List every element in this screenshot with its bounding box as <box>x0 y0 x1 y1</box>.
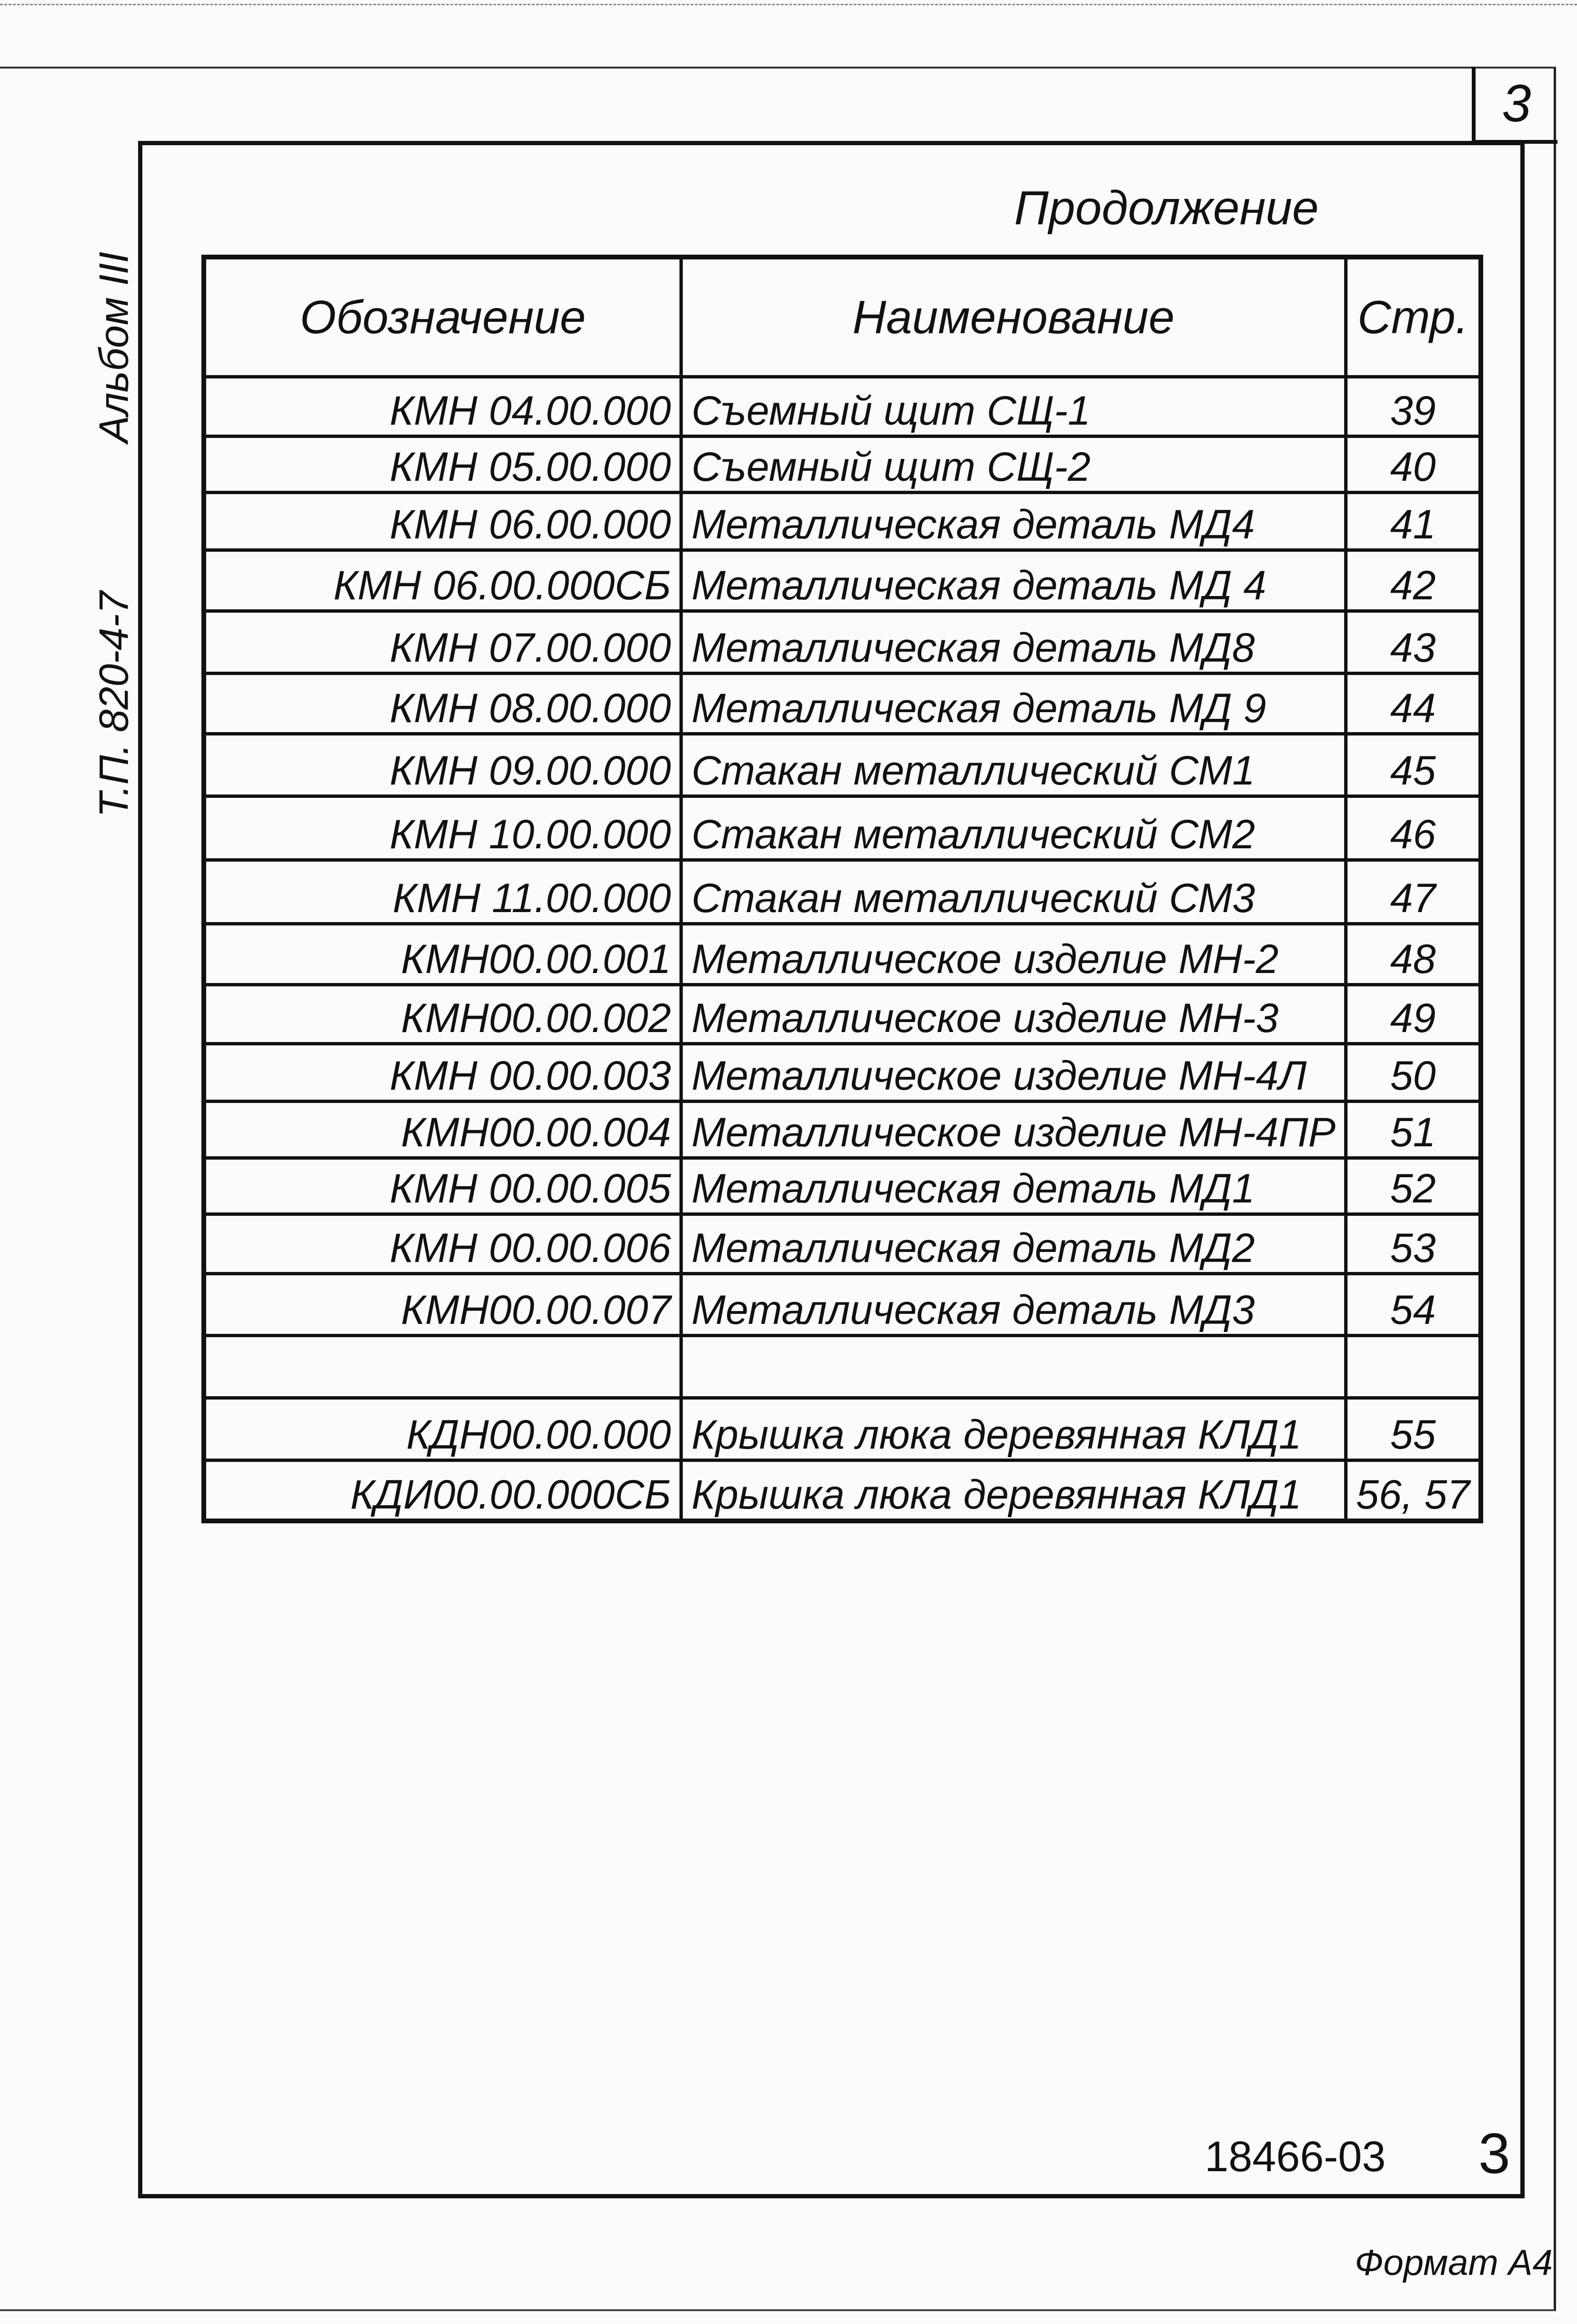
page-cell: 47 <box>1346 860 1481 924</box>
table-row <box>204 924 1481 985</box>
table-row <box>204 1398 1481 1460</box>
name-cell: Металлическая деталь МД8 <box>681 611 1346 674</box>
name-cell: Металлическая деталь МД1 <box>681 1158 1346 1214</box>
name-cell: Крышка люка деревянная КЛД1 <box>681 1398 1346 1460</box>
table-row <box>204 1102 1481 1158</box>
page-number: 3 <box>1502 74 1531 133</box>
designation-cell: КМН 00.00.006 <box>204 1214 681 1274</box>
page-cell: 42 <box>1346 550 1481 611</box>
table-header-row <box>204 257 1481 377</box>
designation-cell: КМН 06.00.000 <box>204 493 681 550</box>
designation-cell: КМН 00.00.005 <box>204 1158 681 1214</box>
name-cell: Металлическая деталь МД2 <box>681 1214 1346 1274</box>
designation-cell: КМН 06.00.000СБ <box>204 550 681 611</box>
name-cell: Металлическое изделие МН-2 <box>681 924 1346 985</box>
page-cell: 55 <box>1346 1398 1481 1460</box>
designation-cell: КМН 11.00.000 <box>204 860 681 924</box>
name-cell: Металлическая деталь МД4 <box>681 493 1346 550</box>
name-cell: Съемный щит СЩ-1 <box>681 377 1346 437</box>
name-cell: Съемный щит СЩ-2 <box>681 437 1346 493</box>
page-cell: 50 <box>1346 1044 1481 1102</box>
name-cell: Металлическая деталь МД 9 <box>681 674 1346 734</box>
name-cell: Металлическое изделие МН-3 <box>681 985 1346 1044</box>
name-cell: Стакан металлический СМ3 <box>681 860 1346 924</box>
designation-cell: КДН00.00.000 <box>204 1398 681 1460</box>
page-cell: 53 <box>1346 1214 1481 1274</box>
page-cell: 43 <box>1346 611 1481 674</box>
page-cell: 51 <box>1346 1102 1481 1158</box>
header-designation: Обозначение <box>204 257 681 377</box>
album-label: Альбом III <box>91 251 137 443</box>
name-cell: Металлическое изделие МН-4Л <box>681 1044 1346 1102</box>
designation-cell: КМН00.00.001 <box>204 924 681 985</box>
page-cell: 41 <box>1346 493 1481 550</box>
table-row <box>204 611 1481 674</box>
document-number: 18466-03 <box>1205 2133 1386 2181</box>
project-label: Т.П. 820-4-7 <box>91 591 137 818</box>
page-number-box <box>1472 67 1557 144</box>
designation-cell: КМН 00.00.003 <box>204 1044 681 1102</box>
page-cell: 52 <box>1346 1158 1481 1214</box>
top-edge-dash <box>0 4 1577 5</box>
header-page: Стр. <box>1346 257 1481 377</box>
designation-cell <box>204 1336 681 1398</box>
table-row <box>204 674 1481 734</box>
page-cell: 39 <box>1346 377 1481 437</box>
name-cell: Металлическая деталь МД3 <box>681 1274 1346 1336</box>
header-name: Наименование <box>681 257 1346 377</box>
format-label: Формат А4 <box>1355 2243 1553 2283</box>
designation-cell: КМН 04.00.000 <box>204 377 681 437</box>
designation-cell: КМН00.00.004 <box>204 1102 681 1158</box>
table-row <box>204 550 1481 611</box>
table-row <box>204 1460 1481 1521</box>
table-row <box>204 796 1481 860</box>
page-cell: 40 <box>1346 437 1481 493</box>
designation-cell: КМН 05.00.000 <box>204 437 681 493</box>
table-row <box>204 1044 1481 1102</box>
page-cell: 56, 57 <box>1346 1460 1481 1521</box>
table-row <box>204 1274 1481 1336</box>
designation-cell: КМН 08.00.000 <box>204 674 681 734</box>
table-row <box>204 985 1481 1044</box>
page-cell: 44 <box>1346 674 1481 734</box>
contents-table <box>201 255 1483 1523</box>
table-row <box>204 734 1481 796</box>
designation-cell: КМН 07.00.000 <box>204 611 681 674</box>
designation-cell: КМН00.00.007 <box>204 1274 681 1336</box>
page-cell: 46 <box>1346 796 1481 860</box>
name-cell <box>681 1336 1346 1398</box>
table-row <box>204 1214 1481 1274</box>
name-cell: Стакан металлический СМ1 <box>681 734 1346 796</box>
sheet-number: 3 <box>1478 2122 1510 2185</box>
table-row <box>204 1158 1481 1214</box>
designation-cell: КМН 09.00.000 <box>204 734 681 796</box>
table-row <box>204 1336 1481 1398</box>
name-cell: Стакан металлический СМ2 <box>681 796 1346 860</box>
table-row <box>204 860 1481 924</box>
name-cell: Металлическая деталь МД 4 <box>681 550 1346 611</box>
page-cell: 45 <box>1346 734 1481 796</box>
page-cell: 54 <box>1346 1274 1481 1336</box>
table-row <box>204 437 1481 493</box>
name-cell: Металлическое изделие МН-4ПР <box>681 1102 1346 1158</box>
table-row <box>204 377 1481 437</box>
page-cell: 48 <box>1346 924 1481 985</box>
designation-cell: КДИ00.00.000СБ <box>204 1460 681 1521</box>
designation-cell: КМН 10.00.000 <box>204 796 681 860</box>
table-row <box>204 493 1481 550</box>
page-cell: 49 <box>1346 985 1481 1044</box>
continuation-heading: Продолжение <box>1014 181 1319 235</box>
page-cell <box>1346 1336 1481 1398</box>
designation-cell: КМН00.00.002 <box>204 985 681 1044</box>
name-cell: Крышка люка деревянная КЛД1 <box>681 1460 1346 1521</box>
